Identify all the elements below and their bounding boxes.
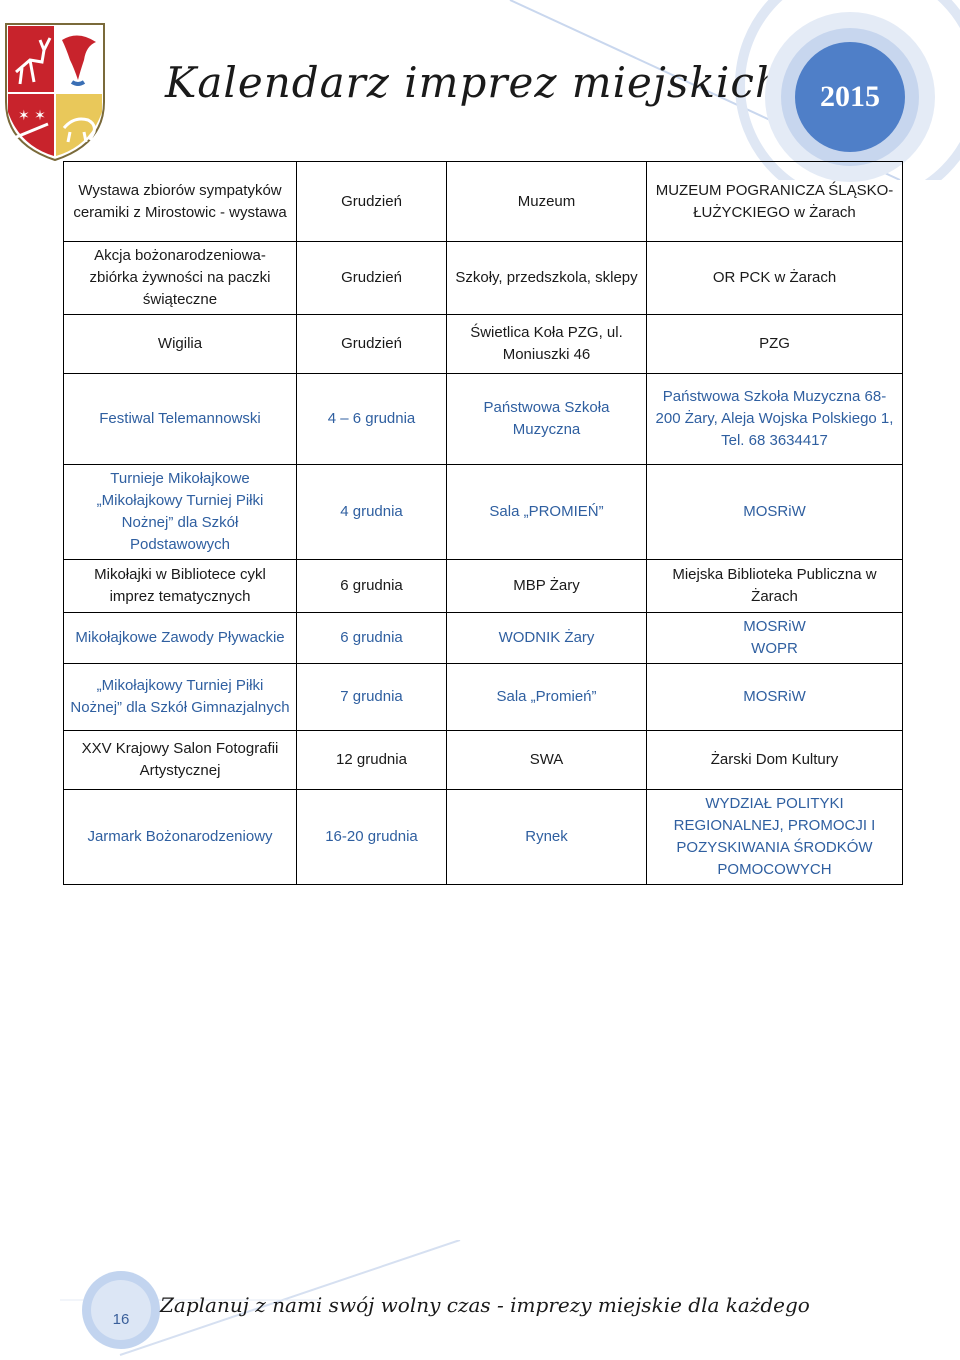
event-date: 12 grudnia — [297, 731, 447, 790]
page-title: Kalendarz imprez miejskich — [165, 58, 783, 107]
event-place: Muzeum — [447, 162, 647, 242]
event-organizer: OR PCK w Żarach — [647, 242, 903, 315]
place-highlight: „PROMIEŃ” — [523, 503, 604, 520]
event-name: Wystawa zbiorów sympatyków ceramiki z Mirostowic - wystawa — [64, 162, 297, 242]
place-highlight: „Promień” — [530, 688, 597, 705]
event-place: WODNIK Żary — [447, 613, 647, 664]
event-place — [447, 664, 647, 731]
coat-of-arms-logo — [0, 20, 110, 162]
organizer-line: WOPR — [751, 640, 798, 657]
event-place: MBP Żary — [447, 560, 647, 613]
event-organizer: MOSRiW — [647, 664, 903, 731]
event-name: Wigilia — [64, 315, 297, 374]
event-place: Świetlica Koła PZG, ul. Moniuszki 46 — [447, 315, 647, 374]
year-badge — [795, 42, 905, 152]
event-date: 16-20 grudnia — [297, 790, 447, 885]
event-organizer — [647, 613, 903, 664]
place-prefix: Sala — [489, 503, 524, 520]
table-row — [64, 315, 903, 374]
event-organizer: MOSRiW — [647, 465, 903, 560]
page-number: 16 — [112, 1311, 130, 1328]
table-row — [64, 374, 903, 465]
event-name: Mikołajkowe Zawody Pływackie — [64, 613, 297, 664]
table-row — [64, 560, 903, 613]
event-organizer: PZG — [647, 315, 903, 374]
event-date: Grudzień — [297, 162, 447, 242]
event-date: 7 grudnia — [297, 664, 447, 731]
event-date: Grudzień — [297, 315, 447, 374]
event-name: Akcja bożonarodzeniowa- zbiórka żywności na paczki świąteczne — [64, 242, 297, 315]
page-number-badge — [82, 1271, 160, 1349]
place-prefix: Sala — [496, 688, 531, 705]
event-organizer: WYDZIAŁ POLITYKI REGIONALNEJ, PROMOCJI I POZYSKIWANIA ŚRODKÓW POMOCOWYCH — [647, 790, 903, 885]
event-place — [447, 465, 647, 560]
event-organizer: Państwowa Szkoła Muzyczna 68-200 Żary, Aleja Wojska Polskiego 1, Tel. 68 3634417 — [647, 374, 903, 465]
event-name: „Mikołajkowy Turniej Piłki Nożnej” dla Szkół Gimnazjalnych — [64, 664, 297, 731]
event-name: XXV Krajowy Salon Fotografii Artystycznej — [64, 731, 297, 790]
event-place: Szkoły, przedszkola, sklepy — [447, 242, 647, 315]
event-place: SWA — [447, 731, 647, 790]
event-name: Turnieje Mikołajkowe „Mikołajkowy Turniej Piłki Nożnej” dla Szkół Podstawowych — [64, 465, 297, 560]
event-date: 4 grudnia — [297, 465, 447, 560]
table-row — [64, 790, 903, 885]
table-row — [64, 664, 903, 731]
table-row — [64, 242, 903, 315]
event-organizer: Żarski Dom Kultury — [647, 731, 903, 790]
table-row — [64, 162, 903, 242]
event-date: 4 – 6 grudnia — [297, 374, 447, 465]
event-organizer: Miejska Biblioteka Publiczna w Żarach — [647, 560, 903, 613]
year-label: 2015 — [820, 80, 880, 113]
svg-text:✶ ✶: ✶ ✶ — [18, 108, 46, 124]
table-row — [64, 613, 903, 664]
organizer-line: MOSRiW — [743, 618, 806, 635]
event-date: Grudzień — [297, 242, 447, 315]
event-date: 6 grudnia — [297, 613, 447, 664]
events-table — [63, 161, 903, 885]
event-organizer: MUZEUM POGRANICZA ŚLĄSKO-ŁUŻYCKIEGO w Żarach — [647, 162, 903, 242]
table-row — [64, 731, 903, 790]
event-name: Mikołajki w Bibliotece cykl imprez tematycznych — [64, 560, 297, 613]
event-place: Państwowa Szkoła Muzyczna — [447, 374, 647, 465]
event-name: Festiwal Telemannowski — [64, 374, 297, 465]
event-date: 6 grudnia — [297, 560, 447, 613]
event-name: Jarmark Bożonarodzeniowy — [64, 790, 297, 885]
footer-slogan: Zaplanuj z nami swój wolny czas - imprezy miejskie dla każdego — [160, 1293, 810, 1317]
event-place: Rynek — [447, 790, 647, 885]
table-row — [64, 465, 903, 560]
